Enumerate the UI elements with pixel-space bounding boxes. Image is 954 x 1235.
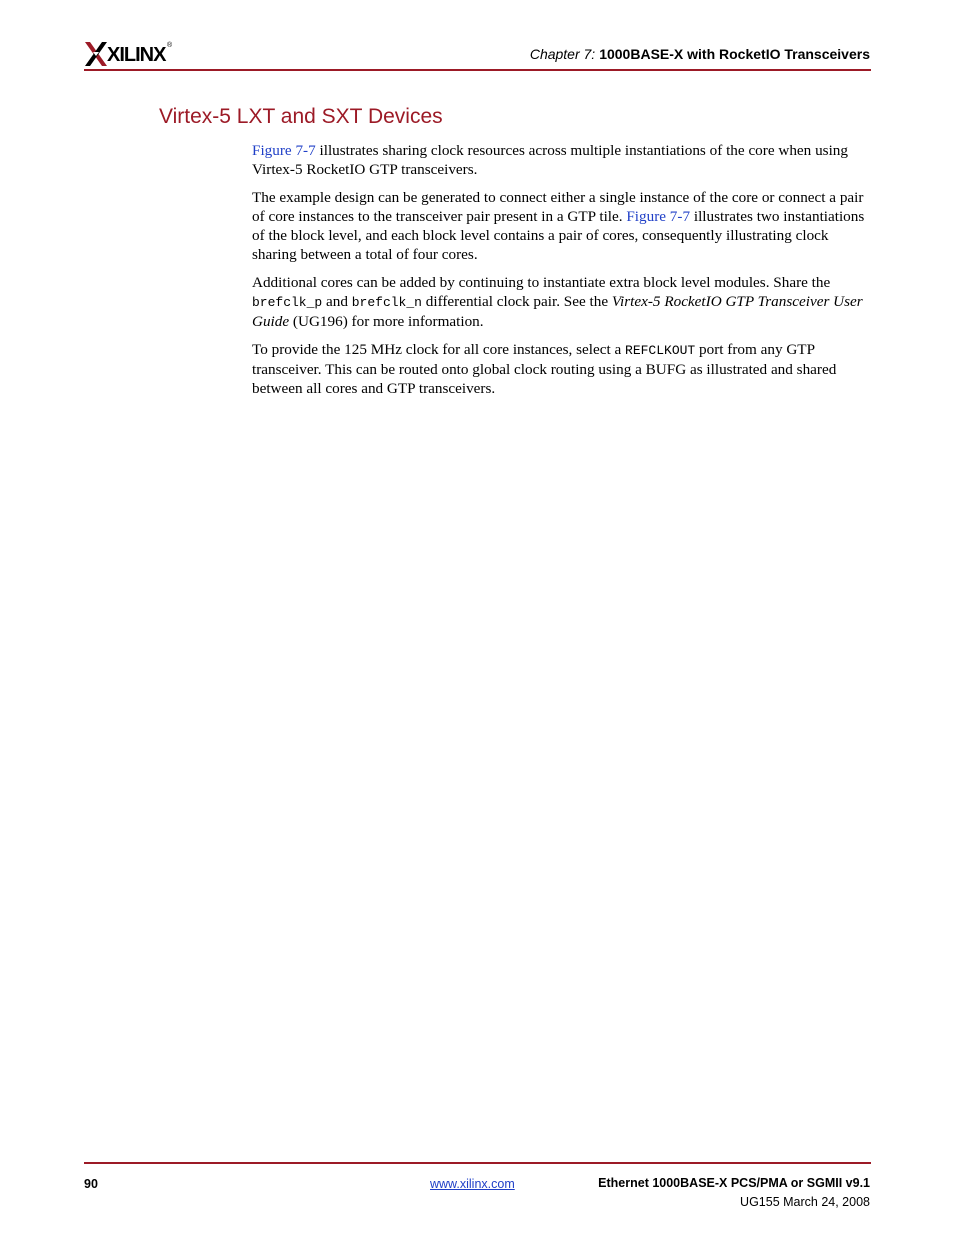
figure-link[interactable]: Figure 7-7 bbox=[626, 208, 691, 225]
header-divider bbox=[84, 69, 871, 71]
xilinx-logo bbox=[84, 40, 180, 70]
paragraph-text: (UG196) for more information. bbox=[289, 313, 484, 330]
section-heading: Virtex-5 LXT and SXT Devices bbox=[159, 105, 443, 128]
body-text bbox=[252, 141, 872, 407]
guide-title: Virtex-5 RocketIO GTP Transceiver User Guide bbox=[252, 293, 863, 330]
paragraph-text: differential clock pair. See the bbox=[421, 293, 612, 310]
code-brefclk-p: brefclk_p bbox=[252, 295, 323, 310]
chapter-label: Chapter 7: bbox=[529, 46, 596, 62]
paragraph-text: Additional cores can be added by continuing to instantiate extra block level modules. Share the bbox=[252, 274, 831, 291]
code-refclkout: REFCLKOUT bbox=[625, 343, 696, 358]
xilinx-x-icon bbox=[84, 40, 108, 68]
logo-text: XILINX bbox=[107, 44, 166, 66]
figure-link[interactable]: Figure 7-7 bbox=[252, 142, 316, 159]
document-id-date: UG155 March 24, 2008 bbox=[740, 1195, 870, 1209]
paragraph-1 bbox=[252, 141, 872, 179]
paragraph-3 bbox=[252, 273, 872, 331]
registered-mark: ® bbox=[167, 42, 173, 49]
paragraph-text: To provide the 125 MHz clock for all core instances, select a bbox=[252, 341, 626, 358]
paragraph-text: The example design can be generated to connect either a single instance of the core or connect a pair of core instances to the transceiver pair present in a GTP tile. bbox=[252, 189, 864, 225]
website-link[interactable]: www.xilinx.com bbox=[430, 1177, 515, 1191]
footer-divider bbox=[84, 1162, 871, 1164]
paragraph-text: port from any GTP transceiver. This can be routed onto global clock routing using a BUFG as illustrated and shared between all cores and GTP transceivers. bbox=[252, 341, 837, 397]
chapter-title: 1000BASE-X with RocketIO Transceivers bbox=[599, 46, 870, 62]
paragraph-2 bbox=[252, 188, 872, 264]
paragraph-text: illustrates sharing clock resources across multiple instantiations of the core when using Virtex-5 RocketIO GTP transceivers. bbox=[252, 142, 848, 178]
paragraph-text: illustrates two instantiations of the block level, and each block level contains a pair of cores, consequently illustrating clock sharing between a total of four cores. bbox=[252, 208, 865, 263]
code-brefclk-n: brefclk_n bbox=[351, 295, 422, 310]
chapter-header bbox=[530, 46, 870, 62]
page-number: 90 bbox=[84, 1177, 98, 1191]
paragraph-4 bbox=[252, 340, 872, 398]
document-title: Ethernet 1000BASE-X PCS/PMA or SGMII v9.1 bbox=[598, 1176, 870, 1190]
paragraph-text: and bbox=[322, 293, 352, 310]
